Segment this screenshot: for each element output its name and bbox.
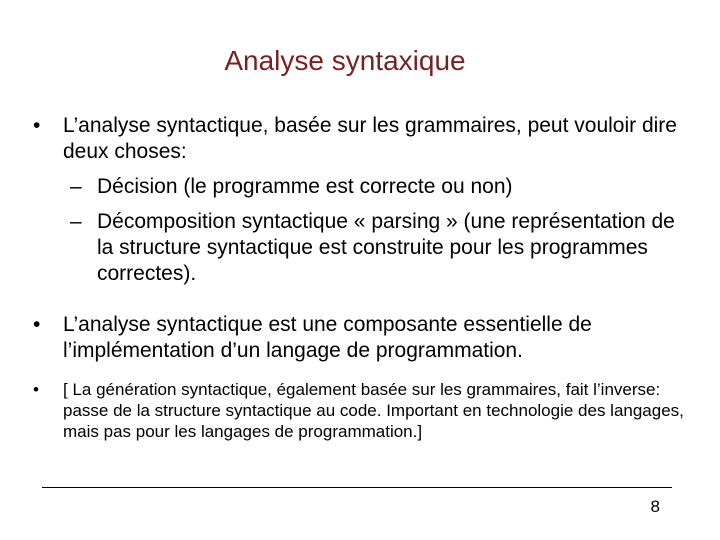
sub-bullet-text: Décision (le programme est correcte ou non) <box>97 175 513 198</box>
bullet-item <box>33 312 683 364</box>
bullet-marker: • <box>33 313 41 336</box>
footer-divider <box>42 487 672 488</box>
bullet-marker: • <box>33 380 39 399</box>
bullet-text: [ La génération syntactique, également basée sur les grammaires, fait l’inverse: passe de la structure syntactique au code. Important en technologie des langages, mais pas pour les langages de programmation.] <box>63 380 684 441</box>
dash-marker: – <box>70 175 82 198</box>
bullet-item <box>33 379 693 442</box>
sub-bullet-text: Décomposition syntactique « parsing » (une représentation de la structure syntactique est construite pour les programmes correctes). <box>97 210 675 285</box>
bullet-item <box>33 113 683 165</box>
bullet-text: L’analyse syntactique est une composante essentielle de l’implémentation d’un langage de programmation. <box>63 313 592 362</box>
sub-bullet-item <box>70 174 695 200</box>
dash-marker: – <box>70 210 82 233</box>
bullet-text: L’analyse syntactique, basée sur les grammaires, peut vouloir dire deux choses: <box>63 114 677 163</box>
bullet-marker: • <box>33 114 41 137</box>
page-number: 8 <box>650 497 660 516</box>
slide-title: Analyse syntaxique <box>224 45 466 76</box>
sub-bullet-item <box>70 209 695 287</box>
